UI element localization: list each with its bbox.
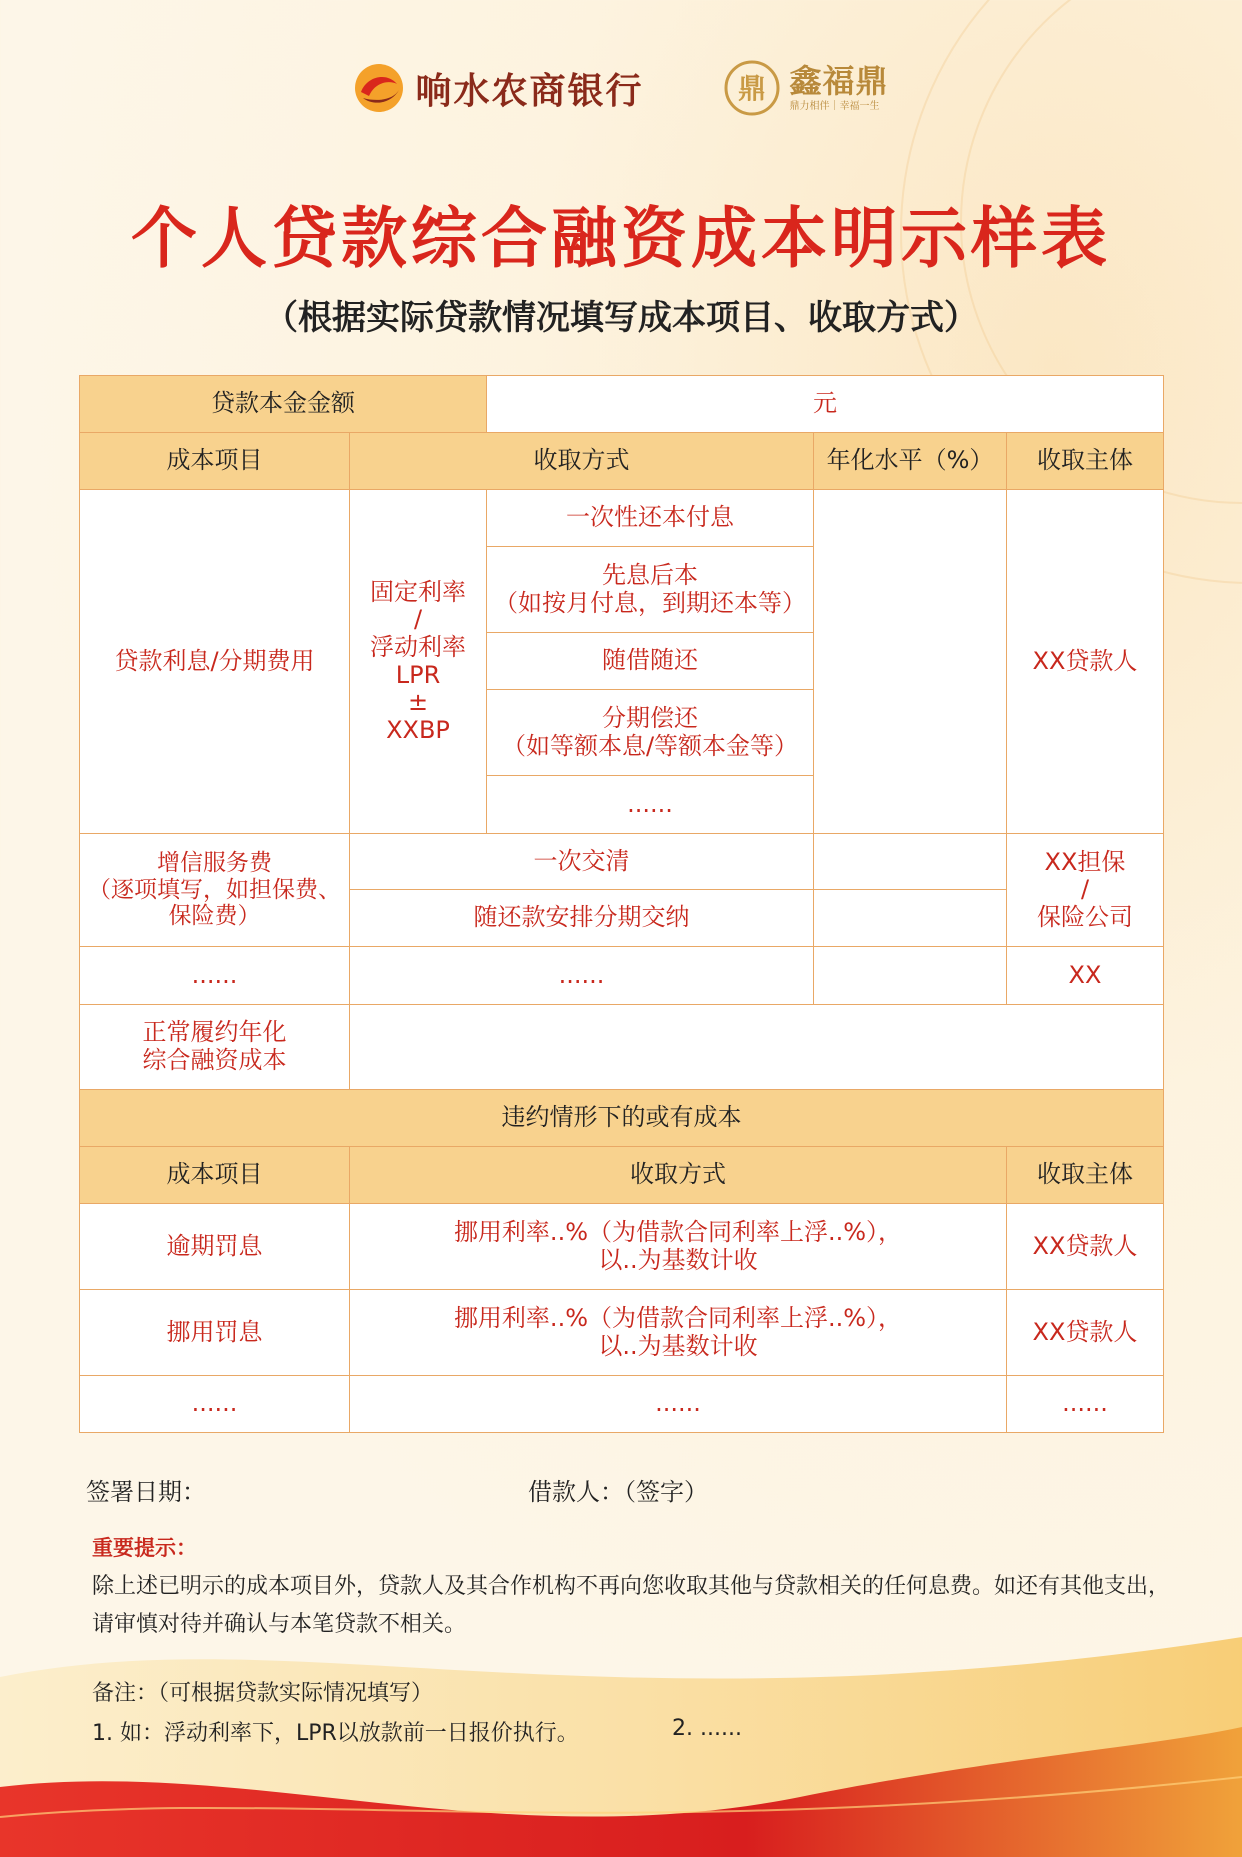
col-header-rate: 年化水平（%）: [814, 433, 1007, 490]
principal-row: [80, 376, 1164, 433]
bank-logo: [353, 62, 643, 114]
logo-bar: [0, 60, 1242, 116]
default-party: ......: [1007, 1376, 1164, 1433]
default-method: ......: [350, 1376, 1007, 1433]
brand-seal-char: 鼎: [737, 72, 766, 105]
other-row: [80, 947, 1164, 1005]
interest-item: 贷款利息/分期费用: [80, 490, 350, 834]
default-item: 逾期罚息: [80, 1204, 350, 1290]
default-section-row: [80, 1090, 1164, 1147]
default-item: 挪用罚息: [80, 1290, 350, 1376]
col-header-method: 收取方式: [350, 433, 814, 490]
brand-seal-icon: [724, 60, 780, 116]
principal-amount-field[interactable]: 元: [487, 376, 1164, 433]
interest-rate-type: 固定利率 / 浮动利率 LPR ± XXBP: [350, 490, 487, 834]
credit-row: [80, 834, 1164, 890]
remark-item-2: 2. ......: [672, 1716, 742, 1741]
default-party: XX贷款人: [1007, 1204, 1164, 1290]
repayment-method: 一次性还本付息: [487, 490, 814, 547]
brand-logo: [724, 60, 889, 116]
other-item: ......: [80, 947, 350, 1005]
remark-item-1: 1. 如：浮动利率下，LPR以放款前一日报价执行。: [92, 1721, 579, 1746]
credit-method: 随还款安排分期交纳: [350, 890, 814, 947]
notice-body: 除上述已明示的成本项目外，贷款人及其合作机构不再向您收取其他与贷款相关的任何息费。如还有其他支出，请审慎对待并确认与本笔贷款不相关。: [92, 1574, 1171, 1637]
repayment-method: 先息后本 （如按月付息，到期还本等）: [487, 547, 814, 633]
notice-title: 重要提示：: [92, 1536, 197, 1560]
default-row: [80, 1204, 1164, 1290]
credit-method: 一次交清: [350, 834, 814, 890]
bank-name: 响水农商银行: [415, 69, 644, 112]
col-header-party: 收取主体: [1007, 433, 1164, 490]
default-header-party: 收取主体: [1007, 1147, 1164, 1204]
header-row: [80, 433, 1164, 490]
credit-rate-field[interactable]: [814, 834, 1007, 890]
sign-date-label: 签署日期：: [86, 1478, 206, 1506]
page-title: 个人贷款综合融资成本明示样表: [131, 200, 1111, 277]
cost-table: [79, 375, 1164, 1433]
col-header-item: 成本项目: [80, 433, 350, 490]
repayment-method: 随借随还: [487, 633, 814, 690]
interest-party: XX贷款人: [1007, 490, 1164, 834]
repayment-method: 分期偿还 （如等额本息/等额本金等）: [487, 690, 814, 776]
remark-title: 备注：（可根据贷款实际情况填写）: [92, 1681, 434, 1706]
default-method: 挪用利率..%（为借款合同利率上浮..%）， 以..为基数计收: [350, 1290, 1007, 1376]
bank-emblem-icon: [353, 62, 405, 114]
other-party: XX: [1007, 947, 1164, 1005]
default-item: ......: [80, 1376, 350, 1433]
credit-item: 增信服务费 （逐项填写，如担保费、 保险费）: [80, 834, 350, 947]
default-party: XX贷款人: [1007, 1290, 1164, 1376]
brand-slogan: 鼎力相伴｜幸福一生: [789, 100, 880, 112]
annual-cost-row: [80, 1005, 1164, 1090]
annual-cost-field[interactable]: [350, 1005, 1164, 1090]
interest-row: [80, 490, 1164, 547]
other-rate-field[interactable]: [814, 947, 1007, 1005]
default-method: 挪用利率..%（为借款合同利率上浮..%）， 以..为基数计收: [350, 1204, 1007, 1290]
default-header-item: 成本项目: [80, 1147, 350, 1204]
credit-party: XX担保 / 保险公司: [1007, 834, 1164, 947]
brand-name: 鑫福鼎: [789, 61, 889, 100]
repayment-method: ......: [487, 776, 814, 834]
principal-label: 贷款本金金额: [80, 376, 487, 433]
default-header-method: 收取方式: [350, 1147, 1007, 1204]
other-method: ......: [350, 947, 814, 1005]
annual-cost-label: 正常履约年化 综合融资成本: [80, 1005, 350, 1090]
default-section-title: 违约情形下的或有成本: [80, 1090, 1164, 1147]
default-row: [80, 1376, 1164, 1433]
default-row: [80, 1290, 1164, 1376]
borrower-signature-label: 借款人：（签字）: [528, 1478, 708, 1506]
credit-rate-field[interactable]: [814, 890, 1007, 947]
page-subtitle: （根据实际贷款情况填写成本项目、收取方式）: [264, 298, 978, 338]
interest-rate-field[interactable]: [814, 490, 1007, 834]
default-header-row: [80, 1147, 1164, 1204]
